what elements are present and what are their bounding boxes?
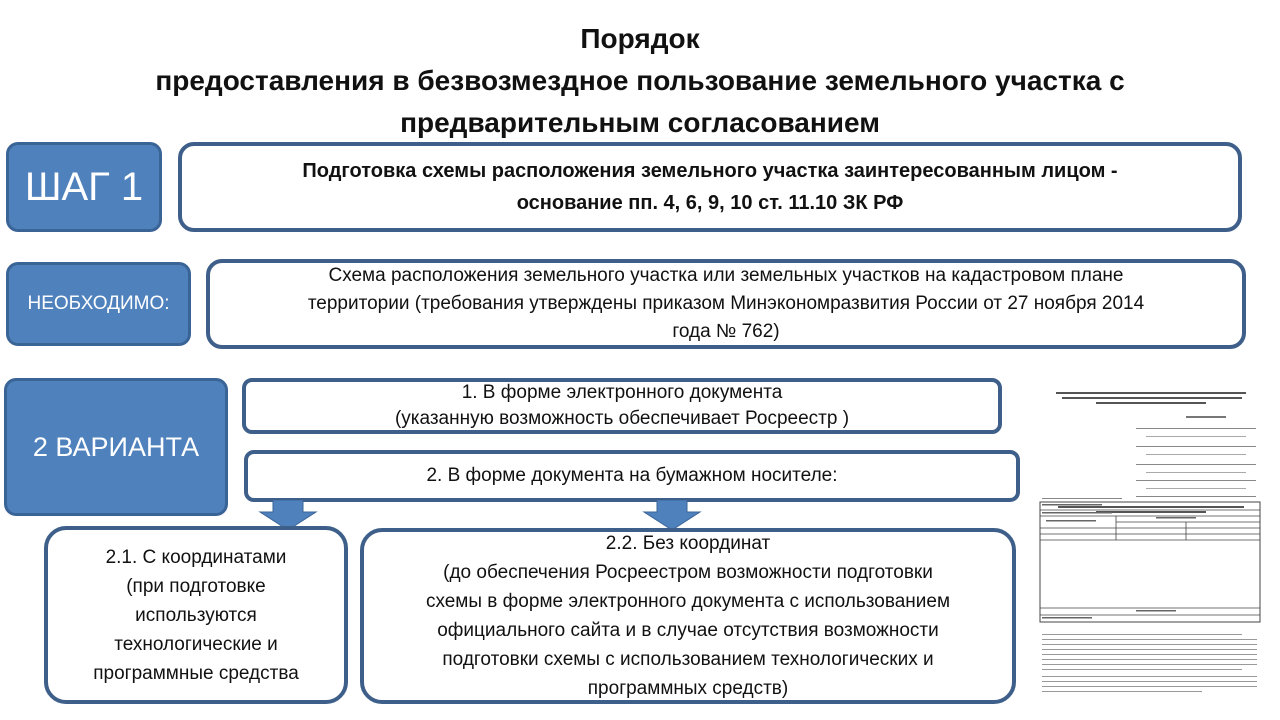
sub2-line-1: 2.2. Без координат bbox=[605, 533, 771, 554]
option2-box bbox=[244, 450, 1020, 502]
sub1-line-4: технологические и bbox=[114, 633, 278, 655]
required-text-box bbox=[206, 259, 1246, 349]
required-label: НЕОБХОДИМО: bbox=[27, 293, 170, 314]
step1-label-box bbox=[6, 142, 162, 232]
option1-line-2: (указанную возможность обеспечивает Росреестр ) bbox=[394, 408, 850, 429]
variants-label: 2 ВАРИАНТА bbox=[32, 431, 200, 462]
sub1-box bbox=[44, 526, 348, 704]
sub2-line-6: программных средств) bbox=[587, 678, 789, 699]
arrow-down-icon bbox=[642, 500, 702, 530]
step1-text-box bbox=[178, 142, 1242, 232]
sub1-line-2: (при подготовке bbox=[126, 575, 266, 597]
required-text-line-2: территории (требования утверждены приказом Минэкономразвития России от 27 ноября 2014 bbox=[307, 293, 1145, 314]
sub1-line-3: используются bbox=[135, 604, 257, 626]
sub2-line-4: официального сайта и в случае отсутствия возможности bbox=[437, 620, 939, 641]
sub2-box bbox=[360, 528, 1016, 704]
option2-text: 2. В форме документа на бумажном носителе: bbox=[426, 465, 838, 486]
sub1-line-1: 2.1. С координатами bbox=[105, 546, 287, 568]
step1-label: ШАГ 1 bbox=[24, 164, 144, 209]
required-label-box bbox=[6, 262, 191, 346]
title-line-1: Порядок bbox=[580, 23, 700, 54]
title-line-3: предварительным согласованием bbox=[400, 107, 880, 138]
sub2-line-5: подготовки схемы с использованием технологических и bbox=[442, 649, 934, 670]
sub2-line-3: схемы в форме электронного документа с использованием bbox=[425, 591, 951, 612]
document-form-thumbnail bbox=[1036, 386, 1264, 706]
step1-text-line-2: основание пп. 4, 6, 9, 10 ст. 11.10 ЗК РФ bbox=[516, 192, 904, 214]
required-text-line-1: Схема расположения земельного участка или земельных участков на кадастровом плане bbox=[328, 265, 1124, 286]
title-line-2: предоставления в безвозмездное пользование земельного участка с bbox=[155, 65, 1125, 96]
step1-text-line-1: Подготовка схемы расположения земельного участка заинтересованным лицом - bbox=[302, 160, 1118, 182]
sub2-line-2: (до обеспечения Росреестром возможности подготовки bbox=[443, 562, 933, 583]
option1-box bbox=[242, 378, 1002, 434]
page-title bbox=[0, 18, 1280, 144]
required-text-line-3: года № 762) bbox=[672, 321, 780, 342]
option1-line-1: 1. В форме электронного документа bbox=[461, 382, 783, 403]
variants-label-box bbox=[4, 378, 228, 516]
sub1-line-5: программные средства bbox=[93, 662, 299, 684]
document-form-image bbox=[1036, 386, 1264, 706]
